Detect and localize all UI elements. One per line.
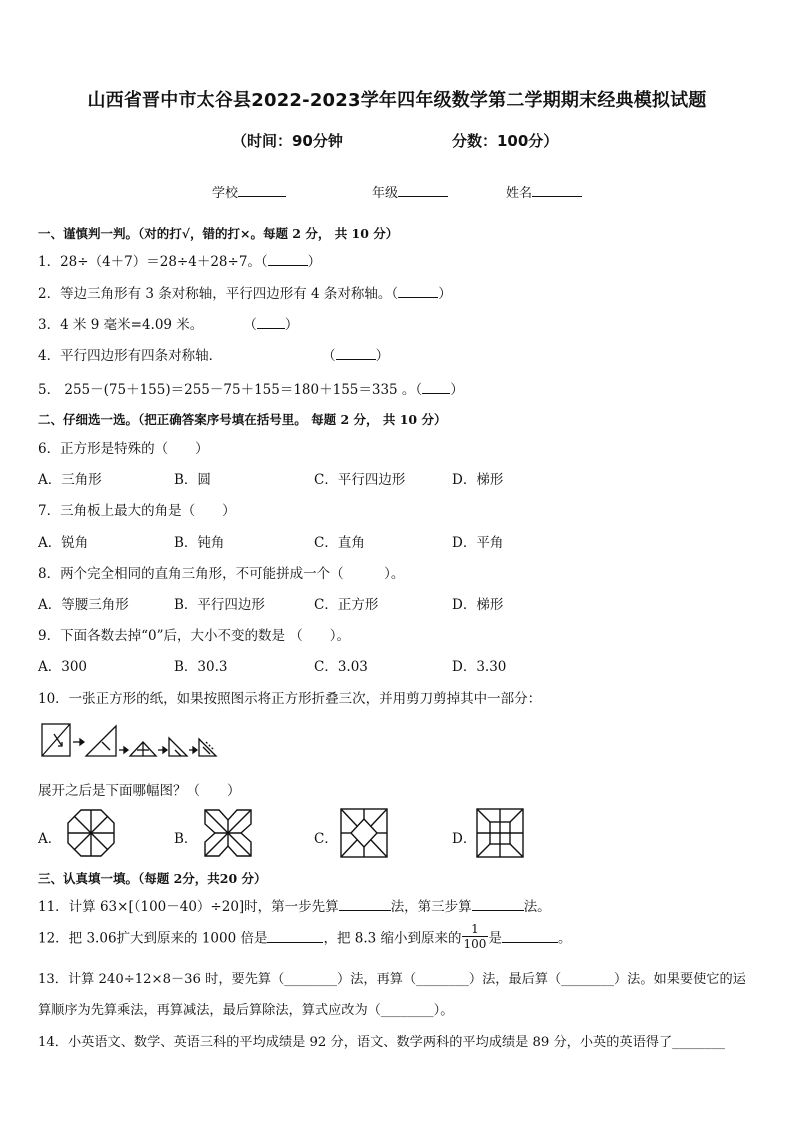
grade-blank[interactable] — [398, 182, 448, 197]
question-14: 14．小英语文、数学、英语三科的平均成绩是 92 分，语文、数学两科的平均成绩是 89 分，小英的英语得了________ — [38, 1035, 725, 1050]
question-3: 3．4 米 9 毫米=4.09 米。 （ ） — [38, 317, 299, 333]
q10-figure-d[interactable] — [475, 807, 525, 859]
grade-label: 年级 — [372, 186, 399, 201]
fold-step-2-triangle — [86, 726, 116, 756]
section1-heading: 一、谨慎判一判。（对的打√，错的打×。每题 2 分， 共 10 分） — [38, 226, 399, 241]
q10-option-c[interactable]: C． — [314, 831, 338, 847]
grade-field[interactable] — [372, 182, 448, 201]
answer-blank-3[interactable] — [257, 316, 285, 329]
question-8: 8．两个完全相同的直角三角形，不可能拼成一个（ ）。 — [38, 566, 405, 582]
answer-blank-11a[interactable] — [339, 898, 391, 911]
question-9: 9．下面各数去掉“0”后，大小不变的数是 （ ）。 — [38, 628, 351, 644]
q10-option-b[interactable]: B． — [174, 831, 198, 847]
answer-blank-2[interactable] — [398, 285, 438, 298]
name-blank[interactable] — [532, 182, 582, 197]
q9-option-c[interactable]: C．3.03 — [314, 659, 368, 675]
q6-option-b[interactable]: B．圆 — [174, 472, 211, 488]
q10-option-a[interactable]: A． — [38, 831, 62, 847]
question-12: 12．把 3.06扩大到原来的 1000 倍是 ，把 8.3 缩小到原来的 $\frac{1}{100}$ 是 。 — [38, 922, 572, 951]
q10-option-d[interactable]: D． — [452, 831, 477, 847]
q10-figure-c[interactable] — [339, 807, 389, 859]
section3-heading: 三、认真填一填。（每题 2分，共20 分） — [38, 871, 267, 886]
q9-option-d[interactable]: D．3.30 — [452, 659, 507, 675]
folding-steps-diagram — [40, 720, 220, 762]
name-label: 姓名 — [506, 186, 533, 201]
q7-option-c[interactable]: C．直角 — [314, 535, 365, 551]
q10-figure-a[interactable] — [66, 808, 116, 858]
question-5: 5． 255－(75＋155)＝255－75＋155＝180＋155＝335 。（ ） — [38, 382, 464, 398]
school-label: 学校 — [212, 186, 239, 201]
q6-option-c[interactable]: C．平行四边形 — [314, 472, 406, 488]
q6-option-d[interactable]: D．梯形 — [452, 472, 504, 488]
question-1: 1．28÷（4＋7）＝28÷4＋28÷7。（ ） — [38, 254, 322, 270]
name-field[interactable] — [506, 182, 582, 201]
q8-option-d[interactable]: D．梯形 — [452, 597, 504, 613]
answer-blank-1[interactable] — [268, 253, 308, 266]
q8-option-c[interactable]: C．正方形 — [314, 597, 379, 613]
question-13-line1: 13．计算 240÷12×8－36 时，要先算（________）法，再算（________）法，最后算（________）法。如果要使它的运 — [38, 972, 746, 987]
fold-step-5-cut — [199, 739, 216, 756]
question-10: 10．一张正方形的纸，如果按照图示将正方形折叠三次，并用剪刀剪掉其中一部分： — [38, 691, 542, 707]
answer-blank-12a[interactable] — [267, 930, 323, 943]
school-field[interactable] — [212, 182, 286, 201]
q7-option-b[interactable]: B．钝角 — [174, 535, 225, 551]
question-13-line2: 算顺序为先算乘法，再算减法，最后算除法，算式应改为（________）。 — [38, 1003, 454, 1018]
q8-option-b[interactable]: B．平行四边形 — [174, 597, 265, 613]
question-4: 4．平行四边形有四条对称轴． （ ） — [38, 348, 390, 364]
q8-option-a[interactable]: A．等腰三角形 — [38, 597, 129, 613]
question-6: 6．正方形是特殊的（ ） — [38, 441, 209, 457]
question-2: 2．等边三角形有 3 条对称轴，平行四边形有 4 条对称轴。（ ） — [38, 286, 452, 302]
q9-option-a[interactable]: A．300 — [38, 659, 88, 675]
q9-option-b[interactable]: B．30.3 — [174, 659, 228, 675]
question-11: 11．计算 63×[（100－40）÷20]时，第一步先算 法，第三步算 法。 — [38, 899, 551, 915]
q10-figure-b[interactable] — [203, 808, 253, 858]
question-10-follow: 展开之后是下面哪幅图？（ ） — [38, 783, 241, 799]
page-title: 山西省晋中市太谷县2022-2023学年四年级数学第二学期期末经典模拟试题 — [87, 90, 707, 111]
section2-heading: 二、仔细选一选。（把正确答案序号填在括号里。 每题 2 分， 共 10 分） — [38, 412, 447, 427]
school-blank[interactable] — [238, 182, 286, 197]
exam-score: 分数：100分） — [452, 132, 559, 150]
fraction-one-hundredth: $\frac{1}{100}$ — [463, 922, 487, 951]
q6-option-a[interactable]: A．三角形 — [38, 472, 102, 488]
q7-option-d[interactable]: D．平角 — [452, 535, 504, 551]
answer-blank-5[interactable] — [422, 381, 450, 394]
question-7: 7．三角板上最大的角是（ ） — [38, 503, 236, 519]
answer-blank-12b[interactable] — [502, 930, 558, 943]
exam-time: （时间：90分钟 — [232, 132, 343, 150]
q7-option-a[interactable]: A．锐角 — [38, 535, 89, 551]
answer-blank-11b[interactable] — [472, 898, 524, 911]
answer-blank-4[interactable] — [336, 347, 376, 360]
